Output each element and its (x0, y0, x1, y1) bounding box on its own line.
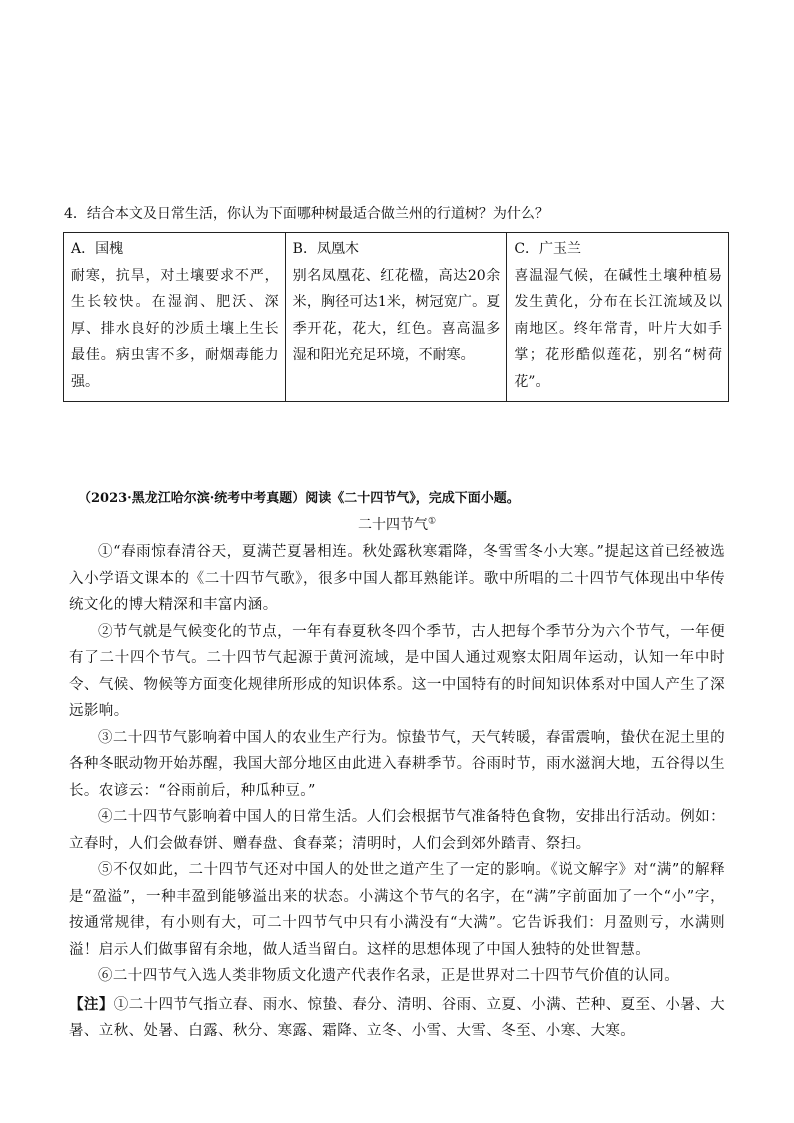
footnote (69, 992, 725, 1045)
option-a-description: 耐寒，抗旱，对土壤要求不严，生长较快。在湿润、肥沃、深厚、排水良好的沙质土壤上生长最佳。病虫害不多，耐烟毒能力强。 (71, 267, 279, 390)
paragraph-2: ②节气就是气候变化的节点，一年有春夏秋冬四个季节，古人把每个季节分为六个节气，一年便有了二十四个节气。二十四节气起源于黄河流域，是中国人通过观察太阳周年运动，认知一年中时令、气候、物候等方面变化规律所形成的知识体系。这一中国特有的时间知识体系对中国人产生了深远影响。 (69, 623, 725, 719)
paragraph-4: ④二十四节气影响着中国人的日常生活。人们会根据节气准备特色食物，安排出行活动。例如：立春时，人们会做春饼、赠春盘、食春菜；清明时，人们会到郊外踏青、祭扫。 (69, 809, 725, 852)
option-a-title: A．国槐 (71, 241, 124, 257)
option-c-description: 喜温湿气候，在碱性土壤种植易发生黄化，分布在长江流域及以南地区。终年常青，叶片大如手掌；花形酷似莲花，别名“树荷花”。 (514, 267, 722, 390)
option-a-cell (64, 233, 286, 402)
article-title-text: 二十四节气 (357, 517, 428, 533)
paragraph-1: ①“春雨惊春清谷天，夏满芒夏暑相连。秋处露秋寒霜降，冬雪雪冬小大寒。”提起这首已经被选入小学语文课本的《二十四节气歌》，很多中国人都耳熟能详。歌中所唱的二十四节气体现出中华传统文化的博大精深和丰富内涵。 (69, 544, 725, 613)
option-c-cell (507, 233, 729, 402)
tree-options-table (63, 232, 729, 402)
footnote-label: 【注】 (69, 995, 114, 1013)
article-body (69, 539, 725, 1045)
paragraph-3: ③二十四节气影响着中国人的农业生产行为。惊蛰节气，天气转暖，春雷震响，蛰伏在泥土里的各种冬眠动物开始苏醒，我国大部分地区由此进入春耕季节。谷雨时节，雨水滋润大地，五谷得以生长。农谚云：“谷雨前后，种瓜种豆。” (69, 729, 725, 799)
question-4: 4．结合本文及日常生活，你认为下面哪种树最适合做兰州的行道树？为什么？ (64, 206, 549, 222)
footnote-mark: ① (427, 516, 437, 527)
article-title (0, 514, 794, 536)
paragraph-5: ⑤不仅如此，二十四节气还对中国人的处世之道产生了一定的影响。《说文解字》对“满”的解释是“盈溢”，一种丰盈到能够溢出来的状态。小满这个节气的名字，在“满”字前面加了一个“小”字，按通常规律，有小则有大，可二十四节气中只有小满没有“大满”。它告诉我们：月盈则亏，水满则溢！启示人们做事留有余地，做人适当留白。这样的思想体现了中国人独特的处世智慧。 (69, 862, 725, 958)
option-b-description: 别名凤凰花、红花楹，高达20余米，胸径可达1米，树冠宽广。夏季开花，花大，红色。喜高温多湿和阳光充足环境，不耐寒。 (292, 267, 501, 363)
paragraph-6: ⑥二十四节气入选人类非物质文化遗产代表作名录，正是世界对二十四节气价值的认同。 (98, 968, 680, 984)
option-b-title: B．凤凰木 (292, 241, 359, 257)
option-b-cell (285, 233, 507, 402)
option-c-title: C．广玉兰 (514, 241, 582, 257)
footnote-text: ①二十四节气指立春、雨水、惊蛰、春分、清明、谷雨、立夏、小满、芒种、夏至、小暑、大暑、立秋、处暑、白露、秋分、寒露、霜降、立冬、小雪、大雪、冬至、小寒、大寒。 (69, 996, 725, 1039)
passage-source: （2023·黑龙江哈尔滨·统考中考真题）阅读《二十四节气》，完成下面小题。 (78, 491, 520, 506)
